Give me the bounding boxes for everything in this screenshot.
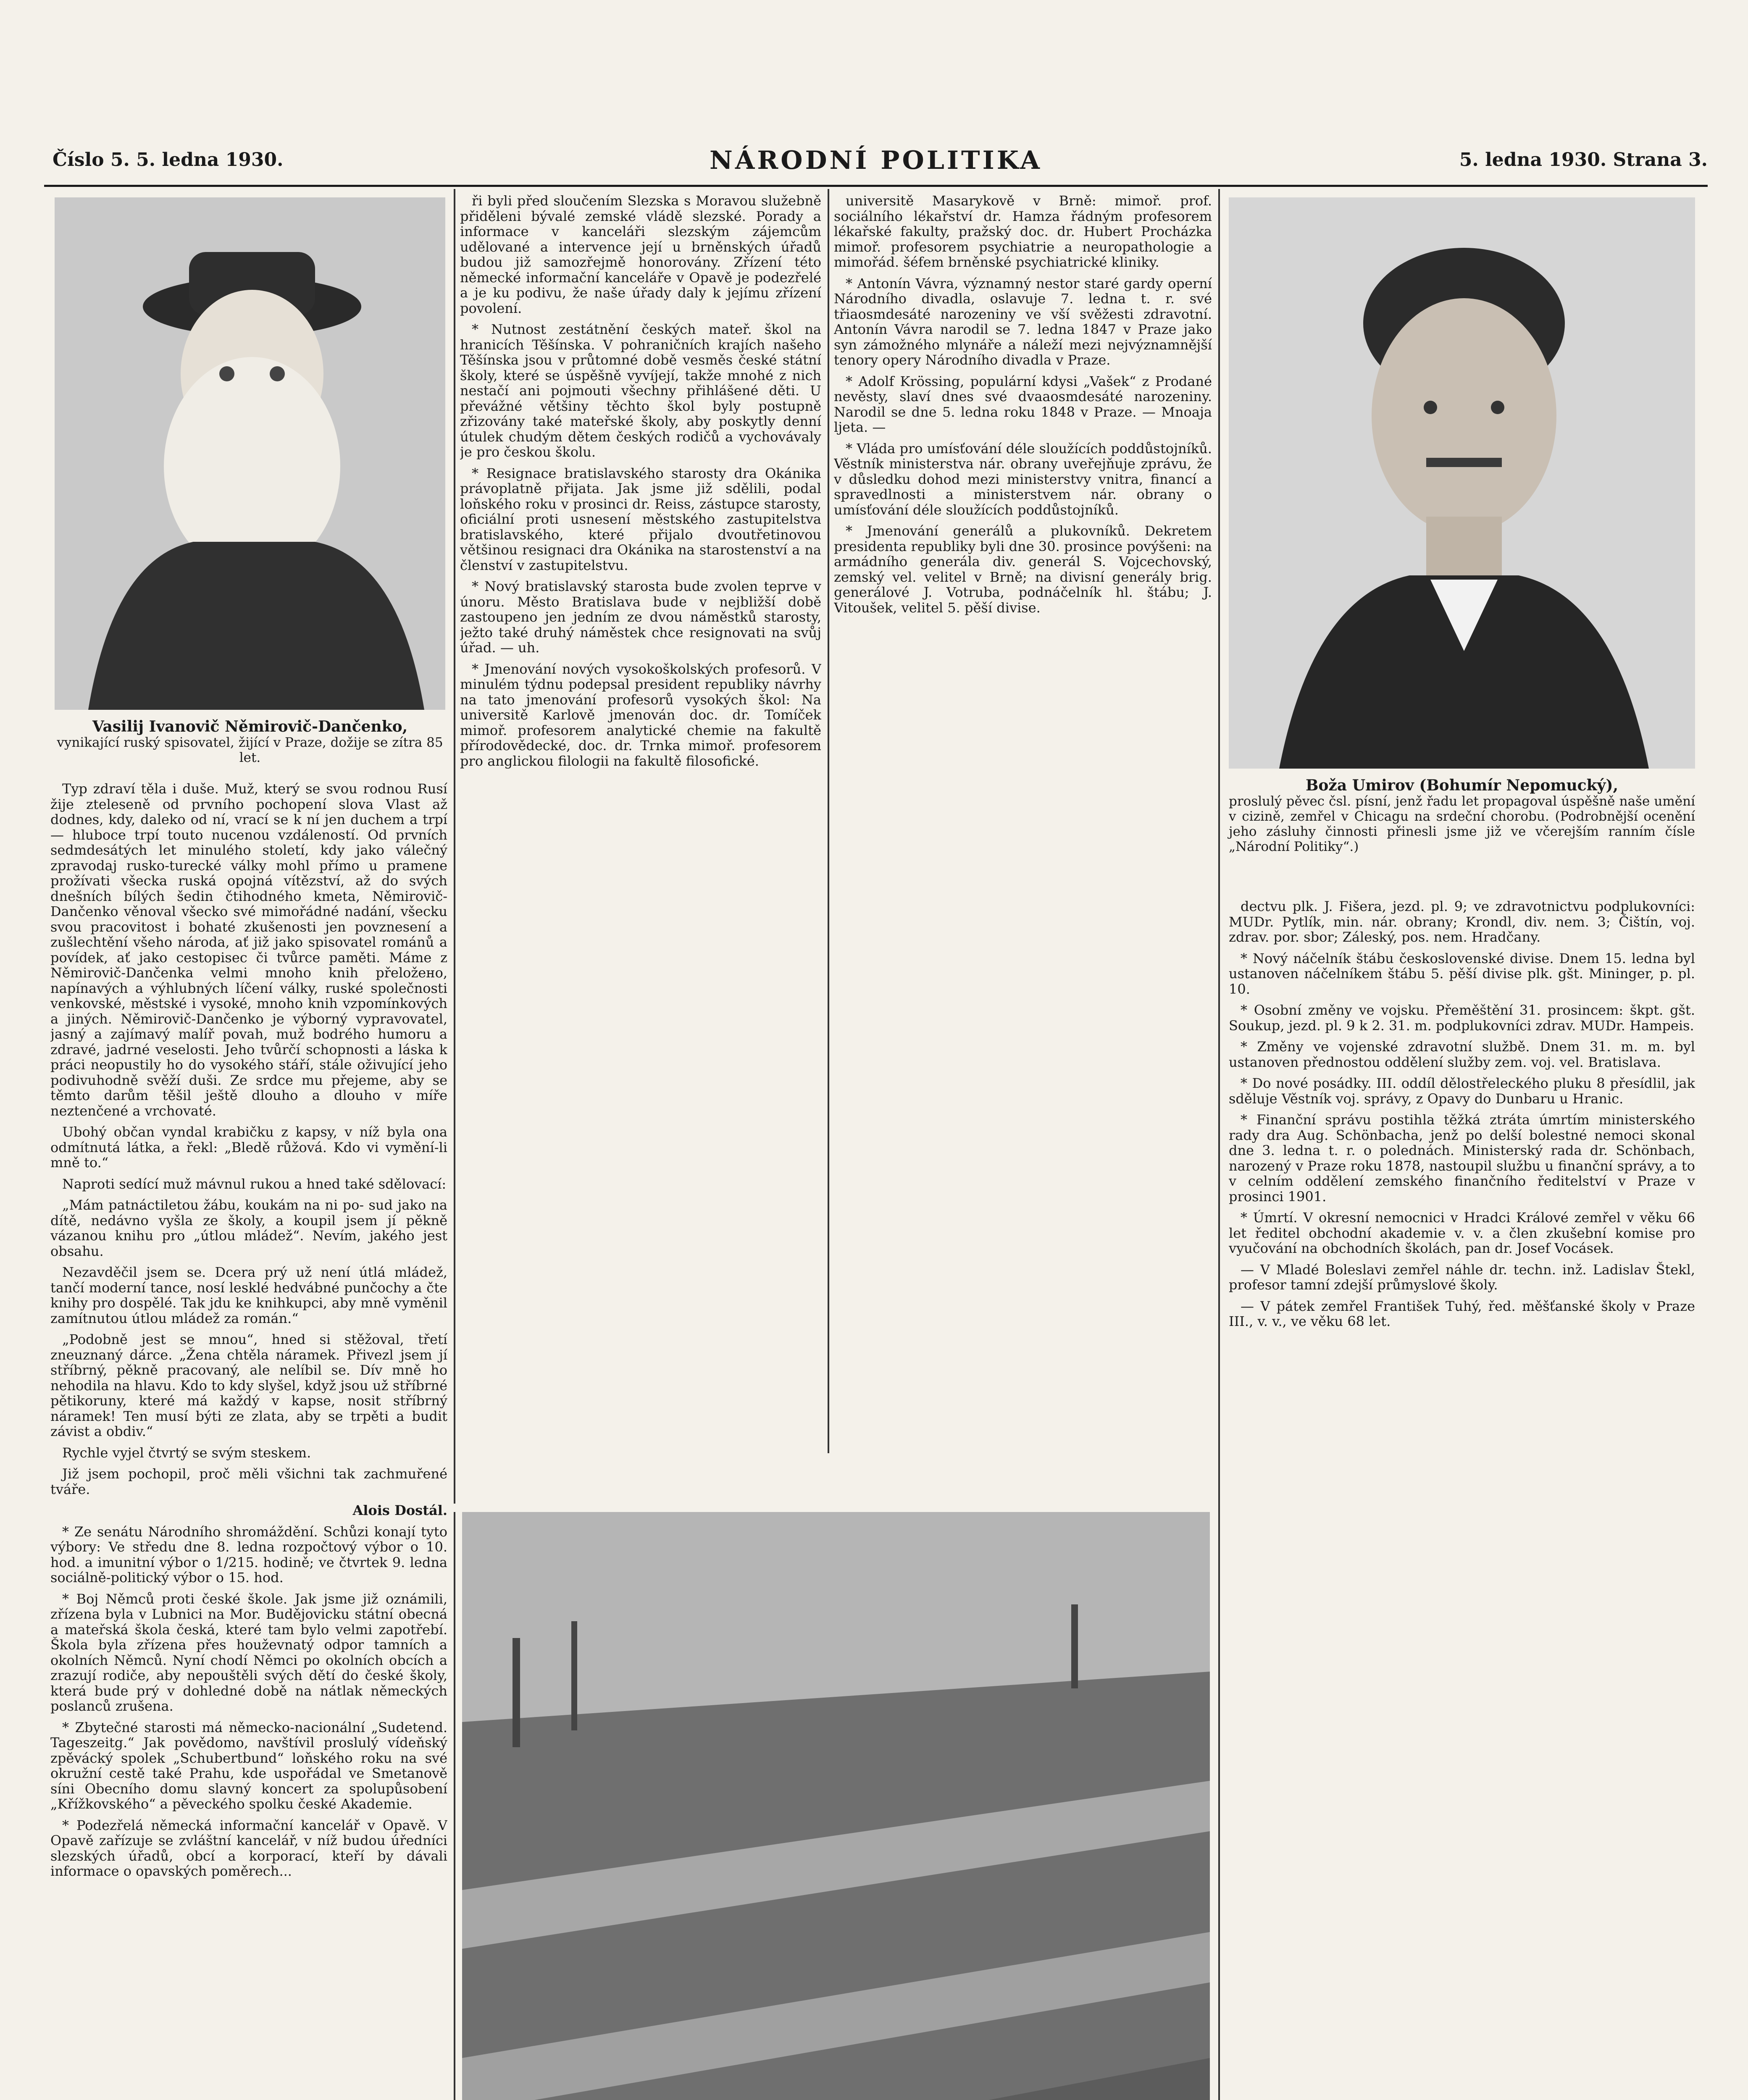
masthead-rule — [44, 185, 1708, 187]
news-item: * Vláda pro umísťování déle sloužících poddůstojníků. Věstník ministerstva nár. obrany uveřejňuje zprávu, že v důsledku dohod mezi ministerstvy vnitra, financí a spravedlnosti a ministerstvem nár. obrany o umísťování déle sloužících poddůstojníků. — [834, 440, 1212, 518]
news-item: * Nutnost zestátnění českých mateř. škol na hranicích Těšínska. V pohraničních krajích našeho Těšínska jsou v průtomné době vesměs české státní školy, které se úspěšně vyvíjejí, takže mnohé z nich nestačí ani pojmouti všechny přihlášené děti. U převážné většiny těchto škol byly postupně zřizovány také mateřské školy, aby poskytly denní útulek chudým dětem českých rodičů a vychovávaly je pro českou školu. — [460, 321, 821, 460]
news-item: — V Mladé Boleslavi zemřel náhle dr. techn. inž. Ladislav Štekl, profesor tamní zdejší průmyslové školy. — [1229, 1261, 1695, 1293]
column-divider — [1218, 189, 1220, 2100]
portrait-boza-umirov — [1229, 197, 1695, 769]
news-item: * Úmrtí. V okresní nemocnici v Hradci Králové zemřel v věku 66 let ředitel obchodní akademie v. v. a člen zkušební komise pro vyučování na obchodních školách, pan dr. Josef Vocásek. — [1229, 1210, 1695, 1256]
article-paragraph: „Mám patnáctiletou žábu, koukám na ni po- sud jako na dítě, nedávno vyšla ze školy, a koupil jsem jí pěkně vázanou knihu pro „útlou mládež“. Nevím, jakého jest obsahu. — [50, 1197, 447, 1259]
news-item: * Boj Němců proti české škole. Jak jsme již oznámili, zřízena byla v Lubnici na Mor. Budějovicku státní obecná a mateřská škola česká, které tam bylo velmi zapotřebí. Škola byla zřízena přes houževnatý odpor tamních a okolních Němců. Nyní chodí Němci po okolních obcích a zrazují rodiče, aby nepouštěli svých dětí do české školy, která bude prý v dohledné době na nátlak německých poslanců zrušena. — [50, 1591, 447, 1714]
photo-hamburg-harbour — [462, 1512, 1210, 2100]
article-paragraph: Již jsem pochopil, proč měli všichni tak zachmuřené tváře. — [50, 1466, 447, 1497]
news-item: * Antonín Vávra, významný nestor staré gardy operní Národního divadla, oslavuje 7. ledna t. r. své třiaosmdesáté narozeniny ve vší svěžesti zdravotní. Antonín Vávra narodil se 7. ledna 1847 v Praze jako syn zámožného mlynáře a náleží mezi nejvýznamnější tenory opery Národního divadla v Praze. — [834, 275, 1212, 368]
issue-number: Číslo 5. 5. ledna 1930. — [53, 149, 284, 171]
portrait-nemirovic-dancenko — [55, 197, 445, 710]
news-item: * Resignace bratislavského starosty dra Okánika právoplatně přijata. Jak jsme již sdělili, podal loňského roku v prosinci dr. Reiss, zástupce starosty, oficiální proti usnesení městského zastupitelstva bratislavského, které přijalo dvoutřetinovou většinou resignaci dra Okánika na starostenství a na členství v zastupitelstvu. — [460, 465, 821, 573]
article-paragraph: Naproti sedící muž mávnul rukou a hned také sdělovací: — [62, 1176, 447, 1192]
news-item: * Do nové posádky. III. oddíl dělostřeleckého pluku 8 přesídlil, jak sděluje Věstník voj. správy, z Opavy do Dunbaru u Hranic. — [1229, 1075, 1695, 1107]
article-signature: Alois Dostál. — [352, 1502, 447, 1518]
news-item: — V pátek zemřel František Tuhý, řed. měšťanské školy v Praze III., v. v., ve věku 68 let. — [1229, 1298, 1695, 1329]
news-item: * Jmenování nových vysokoškolských profesorů. V minulém týdnu podepsal president republiky návrhy na tato jmenování profesorů vysokých škol: Na universitě Karlově jmenován doc. dr. Tomíček mimoř. profesorem analytické chemie na fakultě přírodovědecké, doc. dr. Trnka mimoř. profesorem pro anglickou filologii na fakultě filosofické. — [460, 661, 821, 769]
news-item: * Adolf Krössing, populární kdysi „Vašek“ z Prodané nevěsty, slaví dnes své dvaaosmdesáté narozeniny. Narodil se dne 5. ledna roku 1848 v Praze. — Mnoaja ljeta. — — [834, 373, 1212, 435]
page-number: 5. ledna 1930. Strana 3. — [1459, 149, 1708, 171]
portrait-right-caption — [1229, 777, 1695, 854]
article-paragraph: Nezavděčil jsem se. Dcera prý už není útlá mládež, tančí moderní tance, nosí lesklé hedvábné punčochy a čte knihy pro dospělé. Tak jdu ke knihkupci, aby mně vyměnil zamítnutou útlou mládež za román.“ — [50, 1264, 447, 1326]
portrait-right-name: Boža Umirov (Bohumír Nepomucký), — [1305, 777, 1619, 794]
article-paragraph: Rychle vyjel čtvrtý se svým steskem. — [62, 1444, 311, 1461]
column-1 — [50, 781, 447, 2100]
news-item: ři byli před sloučením Slezska s Moravou služebně přiděleni bývalé zemské vládě slezské. Porady a informace v kanceláři slezským zájemcům udělované a intervence její u brněnských úřadů budou již samozřejmě honorovány. Zřízení této německé informační kanceláře v Opavě je podezřelé a je ku podivu, že naše úřady daly k jejímu zřízení povolení. — [460, 193, 821, 316]
news-item: * Zbytečné starosti má německo-nacionální „Sudetend. Tageszeitg.“ Jak povědomo, navštívil proslulý vídeňský zpěvácký spolek „Schubertbund“ loňského roku na své okružní cestě také Prahu, kde uspořádal ve Smetanově síni Obecního domu slavný koncert za spolupůsobení „Křížkovského“ a pěveckého spolku české Akademie. — [50, 1719, 447, 1812]
portrait-left-name: Vasilij Ivanovič Němirovič-Dančenko, — [92, 718, 408, 735]
portrait-right-text: proslulý pěvec čsl. písní, jenž řadu let propagoval úspěšně naše umění v cizině, zemřel v Chicagu na srdeční chorobu. (Podrobnější ocenění jeho zásluhy činnosti přinesli jsme již ve včerejším ranním čísle „Národní Politiky“.) — [1229, 794, 1695, 854]
article-paragraph: Typ zdraví těla i duše. Muž, který se svou rodnou Rusí žije zteleseně od prvního pochopení slova Vlast až dodnes, kdy, daleko od ní, vrací se k ní jen duchem a trpí — hluboce trpí touto nucenou vzdáleností. Od prvních sedmdesátých let minulého století, kdy jako válečný zpravodaj rusko-turecké války mohl přímo u pramene prožívati všecka ruská opojná vítězství, až do svých dnešních bílých šedin čtihodného kmeta, Němirovič-Dančenko věnoval všecko své mimořádné nadání, všecku svou pracovitost i bohaté zkušenosti jen povznesení a zušlechtění všeho národa, ať již jako spisovatel románů a povídek, ať jako cestopisec či tvůrce paměti. Máme z Němirovič-Dančenka velmi mnoho knih přeložено, napínavých a výhlubných líčení války, ruské společnosti venkovské, městské i vysoké, mnoho knih vzpomínkových a jiných. Němirovič-Dančenko je výborný vypravovatel, jasný a zajímavý malíř povah, muž bodrého humoru a zdravé, jadrné veselosti. Jeho tvůrčí schopnosti a láska k práci neopustily ho do vysokého stáří, stále oživující jeho podivuhodně svěží duši. Ze srdce mu přejeme, aby se těmto darům těšil ještě dlouho a dlouho v míře neztenčené a vrchovaté. — [50, 781, 447, 1119]
column-divider — [454, 189, 455, 1504]
masthead — [44, 146, 1708, 189]
news-item: * Nový náčelník štábu československé divise. Dnem 15. ledna byl ustanoven náčelníkem štábu 5. pěší divise plk. gšt. Mininger, p. pl. 10. — [1229, 950, 1695, 997]
column-4 — [1229, 899, 1695, 2100]
column-2 — [460, 193, 821, 1504]
news-item: * Nový bratislavský starosta bude zvolen teprve v únoru. Město Bratislava bude v nejbližší době zastoupeno jen jedním ze dvou náměstků starosty, ježto také druhý náměstek chce resignovati na svůj úřad. — uh. — [460, 578, 821, 656]
news-item: * Finanční správu postihla těžká ztráta úmrtím ministerského rady dra Aug. Schönbacha, jenž po delší bolestné nemoci skonal dne 3. ledna t. r. o polednách. Ministerský rada dr. Schönbach, narozený v Praze roku 1878, nastoupil službu u finanční správy, a to v celním oddělení zemského finančního ředitelství v Praze v prosinci 1901. — [1229, 1112, 1695, 1205]
portrait-left-text: vynikající ruský spisovatel, žijící v Praze, dožije se zítra 85 let. — [57, 735, 443, 765]
news-item: universitě Masarykově v Brně: mimoř. prof. sociálního lékařství dr. Hamza řádným profesorem lékařské fakulty, pražský doc. dr. Hubert Procházka mimoř. profesorem psychiatrie a neuropathologie a mimořád. šéfem brněnské psychiatrické kliniky. — [834, 193, 1212, 270]
news-item: * Podezřelá německá informační kancelář v Opavě. V Opavě zařízuje se zvláštní kancelář, v níž budou úředníci slezských úřadů, obcí a korporací, kteří by dávali informace o opavských poměrech... — [50, 1817, 447, 1879]
column-divider — [454, 1512, 455, 2100]
article-paragraph: „Podobně jest se mnou“, hned si stěžoval, třetí zneuznaný dárce. „Žena chtěla náramek. Přivezl jsem jí stříbrný, pěkně pracovaný, ale nelíbil se. Dív mně ho nehodila na hlavu. Kdo to kdy slyšel, když jsou už stříbrné pětikoruny, které má každý v kapse, nosit stříbrný náramek! Ten musí býti ze zlata, aby se trpěti a budit závist a obdiv.“ — [50, 1331, 447, 1439]
newspaper-title: NÁRODNÍ POLITIKA — [710, 146, 1042, 175]
article-paragraph: Ubohý občan vyndal krabičku z kapsy, v níž byla ona odmítnutá látka, a řekl: „Bledě růžová. Kdo vi vymění-li mně to.“ — [50, 1124, 447, 1171]
news-item: * Jmenování generálů a plukovníků. Dekretem presidenta republiky byli dne 30. prosince povýšeni: na armádního generála div. generál S. Vojcechovský, zemský vel. velitel v Brně; na divisní generály brig. generálové J. Votruba, podnáčelník hl. štábu; J. Vitoušek, velitel 5. pěší divise. — [834, 523, 1212, 616]
news-item: dectvu plk. J. Fišera, jezd. pl. 9; ve zdravotnictvu podplukovníci: MUDr. Pytlík, min. nár. obrany; Krondl, div. nem. 3; Čištín, voj. zdrav. por. sbor; Záleský, pos. nem. Hradčany. — [1229, 899, 1695, 945]
column-3 — [834, 193, 1212, 1453]
news-item: * Ze senátu Národního shromáždění. Schůzi konají tyto výbory: Ve středu dne 8. ledna rozpočtový výbor o 10. hod. a imunitní výbor o 1/215. hodině; ve čtvrtek 9. ledna sociálně-politický výbor o 15. hod. — [50, 1523, 447, 1586]
column-divider — [828, 189, 829, 1453]
news-item: * Změny ve vojenské zdravotní službě. Dnem 31. m. m. byl ustanoven přednostou oddělení služby zem. voj. vel. Bratislava. — [1229, 1039, 1695, 1070]
portrait-left-caption — [50, 718, 449, 765]
news-item: * Osobní změny ve vojsku. Přeměštění 31. prosincem: škpt. gšt. Soukup, jezd. pl. 9 k 2. 31. m. podplukovníci zdrav. MUDr. Hampeis. — [1229, 1002, 1695, 1034]
